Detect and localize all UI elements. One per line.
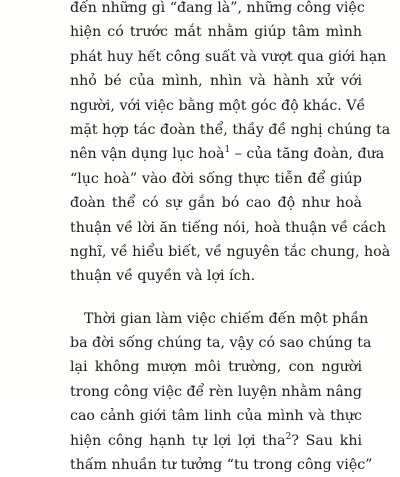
paragraph-1 <box>70 0 391 289</box>
paragraph-2 <box>70 307 373 477</box>
text-segment: ? Sau khi <box>291 432 362 449</box>
text-line: nhỏ bé của mình, nhìn và hành xử với <box>70 73 362 90</box>
text-line: nghĩ, về hiểu biết, về nguyên tắc chung, hoà <box>70 243 391 260</box>
text-segment: hiện công hạnh tự lợi lợi tha <box>70 432 286 449</box>
text-line: đến những gì “đang là”, những công việc <box>70 0 365 16</box>
text-line: người, với việc bằng một góc độ khác. Về <box>70 97 366 114</box>
text-line: Thời gian làm việc chiếm đến một phần <box>84 310 369 327</box>
footnote-marker: 2 <box>285 431 292 442</box>
text-line: thấm nhuần tư tưởng “tu trong công việc” <box>70 457 373 474</box>
text-line: lại không mượn môi trường, con người <box>70 359 362 376</box>
text-line: trong công việc để rèn luyện nhằm nâng <box>70 383 362 400</box>
text-line: ba đời sống chúng ta, vậy có sao chúng ta <box>70 335 372 352</box>
footnote-marker: 1 <box>224 145 231 156</box>
text-segment: nên vận dụng lục hoà <box>70 146 225 163</box>
text-line: thuận về lời ăn tiếng nói, hoà thuận về cách <box>70 219 386 236</box>
text-line: mặt hợp tác đoàn thể, thầy đề nghị chúng ta <box>70 121 391 138</box>
text-line <box>70 429 362 453</box>
text-segment: – của tăng đoàn, đưa <box>230 146 385 163</box>
page-text <box>70 0 391 477</box>
text-line: thuận về quyền và lợi ích. <box>70 268 256 285</box>
text-line: phát huy hết công suất và vượt qua giới hạn <box>70 48 387 65</box>
text-line: đoàn thể có sự gắn bó cao độ như hoà <box>70 195 362 212</box>
paragraph-gap <box>70 289 362 307</box>
text-line: “lục hoà” vào đời sống thực tiễn để giúp <box>70 170 362 187</box>
text-line <box>70 142 385 166</box>
text-line: cao cảnh giới tâm linh của mình và thực <box>70 408 362 425</box>
text-line: hiện có trước mắt nhằm giúp tâm mình <box>70 24 362 41</box>
